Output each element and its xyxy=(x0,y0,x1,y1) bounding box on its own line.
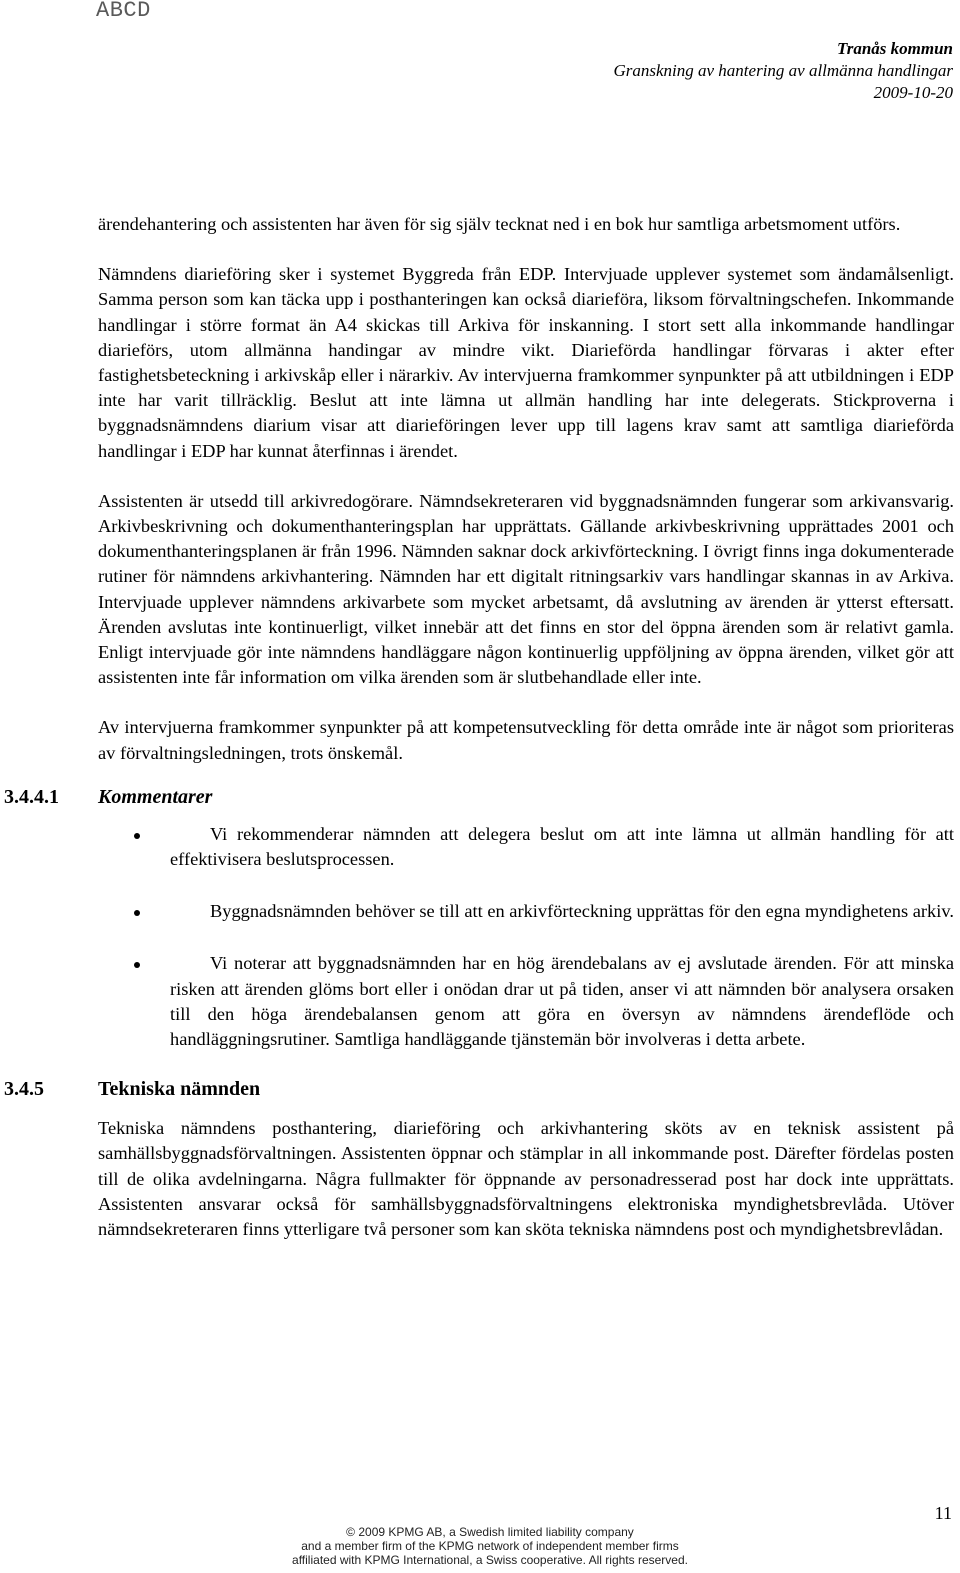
footer-membership: and a member firm of the KPMG network of independent member firms xyxy=(301,1539,679,1553)
paragraph-arkivhantering: Assistenten är utsedd till arkivredogörare. Nämndsekreteraren vid byggnadsnämnden fungerar som arkivansvarig. Arkivbeskrivning och dokumenthanteringsplan har upprättats. Gällande arkivbeskrivning upprättades 2001 och dokumenthanteringsplanen är från 1996. Nämnden saknar dock arkivförteckning. I övrigt finns inga dokumenterade rutiner för nämndens arkivhantering. Nämnden har ett digitalt ritningsarkiv vars handlingar skannas in av Arkiva. Intervjuade upplever nämndens arkivarbete som mycket arbetsamt, då avslutning av ärenden är ytterst eftersatt. Ärenden avslutas inte kontinuerligt, vilket innebär att det finns en stor del öppna ärenden som är relativt gamla. Enligt intervjuade gör inte nämndens handläggare någon kontinuerlig uppföljning av öppna ärenden, vilket gör att assistenten inte får information om vilka ärenden som är slutbehandlade eller inte. xyxy=(98,490,954,688)
header-organization: Tranås kommun xyxy=(836,39,953,58)
section-number: 3.4.5 xyxy=(4,1078,44,1101)
paragraph-tekniska-namnden: Tekniska nämndens posthantering, diarieföring och arkivhantering sköts av en teknisk assistent på samhällsbyggnadsförvaltningen. Assistenten öppnar och stämplar in all inkommande post. Därefter fördelas posten till de olika avdelningarna. Några fullmakter för öppnande av personadresserad post har dock inte upprättats. Assistenten ansvarar också för samhällsbyggnadsförvaltningens elektroniska myndighetsbrevlåda. Utöver nämndsekreteraren finns ytterligare två personer som kan sköta tekniska nämndens post och myndighetsbrevlådan. xyxy=(98,1118,954,1240)
bullet-icon xyxy=(134,910,140,916)
section-title: Tekniska nämnden xyxy=(98,1078,261,1101)
list-item xyxy=(98,951,954,1052)
page-number: 11 xyxy=(934,1503,952,1523)
list-item-text: Vi noterar att byggnadsnämnden har en hög ärendebalans av ej avslutade ärenden. För att minska risken att ärenden glöms bort eller i onödan drar ut på tiden, anser vi att nämnden bör analysera orsaken till den höga ärendebalansen genom att göra en översyn av nämndens ärendeflöde och handläggningsrutiner. Samtliga handläggande tjänstemän bör involveras i detta arbete. xyxy=(170,953,954,1050)
list-item-text: Vi rekommenderar nämnden att delegera beslut om att inte lämna ut allmän handling för att effektivisera beslutsprocessen. xyxy=(170,823,954,870)
bullet-icon xyxy=(134,962,140,968)
comment-list xyxy=(98,822,954,1052)
watermark-text: ABCD xyxy=(96,0,151,23)
paragraph-continued: ärendehantering och assistenten har även för sig själv tecknat ned i en bok hur samtliga arbetsmoment utförs. xyxy=(98,214,901,234)
document-body xyxy=(4,212,954,1242)
list-item xyxy=(98,822,954,872)
header-document-title: Granskning av hantering av allmänna handlingar xyxy=(613,61,953,80)
section-title: Kommentarer xyxy=(98,785,213,808)
footer-affiliation: affiliated with KPMG International, a Swiss cooperative. All rights reserved. xyxy=(292,1553,688,1567)
header-date: 2009-10-20 xyxy=(873,83,953,102)
list-item xyxy=(98,899,954,924)
bullet-icon xyxy=(134,833,140,839)
page-header xyxy=(613,38,953,104)
footer-copyright: © 2009 KPMG AB, a Swedish limited liability company xyxy=(346,1525,634,1539)
section-number: 3.4.4.1 xyxy=(4,785,59,808)
list-item-text: Byggnadsnämnden behöver se till att en arkivförteckning upprättas för den egna myndighetens arkiv. xyxy=(210,901,954,922)
section-heading-kommentarer xyxy=(4,782,954,812)
paragraph-diariefoering: Nämndens diarieföring sker i systemet Byggreda från EDP. Intervjuade upplever systemet som ändamålsenligt. Samma person som kan täcka upp i posthanteringen kan också diarieföra, liksom förvaltningschefen. Inkommande handlingar i större format än A4 skickas till Arkiva för inskanning. I stort sett alla inkommande handlingar diarieförs, utom allmänna handingar av mindre vikt. Diarieförda handlingar förvaras i akter efter fastighetsbeteckning i arkivskåp eller i närarkiv. Av intervjuerna framkommer synpunkter på att utbildningen i EDP inte har varit tillräcklig. Beslut att inte lämna ut allmän handling har inte delegerats. Stickproverna i byggnadsnämndens diarium visar att diarieföringen lever upp till lagens krav samt att samtliga diarieförda handlingar i EDP har kunnat återfinnas i ärendet. xyxy=(98,264,954,461)
paragraph-kompetensutveckling: Av intervjuerna framkommer synpunkter på att kompetensutveckling för detta område inte är något som prioriteras av förvaltningsledningen, trots önskemål. xyxy=(98,717,954,763)
page-footer xyxy=(190,1525,790,1567)
section-heading-tekniska-namnden xyxy=(4,1074,954,1104)
